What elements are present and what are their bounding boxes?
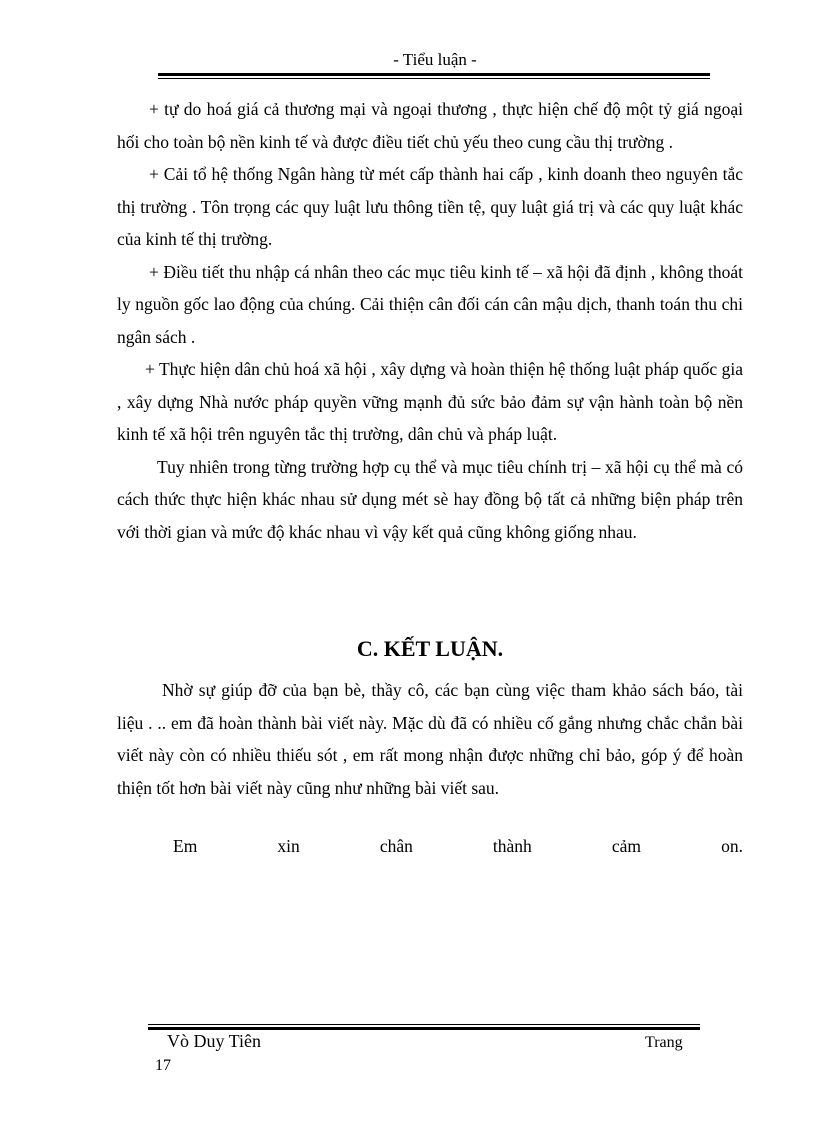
paragraph-1: + tự do hoá giá cả thương mại và ngoại thương , thực hiện chế độ một tỷ giá ngoại hối cho toàn bộ nền kinh tế và được điều tiết chủ yếu theo cung cầu thị trường . <box>117 99 743 152</box>
footer-page-number: 17 <box>155 1057 171 1074</box>
paragraph-2: + Cải tổ hệ thống Ngân hàng từ mét cấp thành hai cấp , kinh doanh theo nguyên tắc thị trường . Tôn trọng các quy luật lưu thông tiền tệ, quy luật giá trị và các quy luật khác của kinh tế thị trường. <box>117 164 743 249</box>
thanks-word: thành <box>492 836 532 856</box>
conclusion-title: C. KẾT LUẬN. <box>356 636 504 661</box>
thanks-line <box>173 836 743 857</box>
footer-author: Vò Duy Tiên <box>167 1031 262 1051</box>
thanks-word: on. <box>721 836 743 856</box>
header-rule-thick <box>158 73 710 76</box>
footer-rule-thin <box>148 1024 700 1025</box>
conclusion-paragraph: Nhờ sự giúp đỡ của bạn bè, thầy cô, các bạn cùng việc tham khảo sách báo, tài liệu . .. em đã hoàn thành bài viết này. Mặc dù đã có nhiều cố gắng nhưng chắc chắn bài viết này còn có nhiều thiếu sót , em rất mong nhận được những chỉ bảo, góp ý để hoàn thiện tốt hơn bài viết này cũng như những bài viết sau. <box>117 680 743 798</box>
header-title: - Tiểu luận - <box>393 50 477 69</box>
body-text <box>117 93 743 548</box>
paragraph-3: + Điều tiết thu nhập cá nhân theo các mục tiêu kinh tế – xã hội đã định , không thoát ly nguồn gốc lao động của chúng. Cải thiện cân đối cán cân mậu dịch, thanh toán thu chi ngân sách . <box>117 261 743 347</box>
footer-page-label: Trang <box>645 1034 683 1051</box>
header-rule-thin <box>158 78 710 79</box>
thanks-word: xin <box>277 836 300 856</box>
paragraph-5: Tuy nhiên trong từng trường hợp cụ thể và mục tiêu chính trị – xã hội cụ thể mà có cách thức thực hiện khác nhau sử dụng mét sè hay đồng bộ tất cả những biện pháp trên với thời gian và mức độ khác nhau vì vậy kết quả cũng không giống nhau. <box>117 456 743 542</box>
thanks-word: chân <box>379 836 413 856</box>
thanks-word: cảm <box>611 836 642 856</box>
thanks-word: Em <box>173 836 198 856</box>
footer-rule-thick <box>148 1027 700 1030</box>
conclusion-text <box>117 674 743 804</box>
paragraph-4: + Thực hiện dân chủ hoá xã hội , xây dựng và hoàn thiện hệ thống luật pháp quốc gia , xây dựng Nhà nước pháp quyền vững mạnh đủ sức bảo đảm sự vận hành toàn bộ nền kinh tế xã hội trên nguyên tắc thị trường, dân chủ và pháp luật. <box>117 359 743 444</box>
